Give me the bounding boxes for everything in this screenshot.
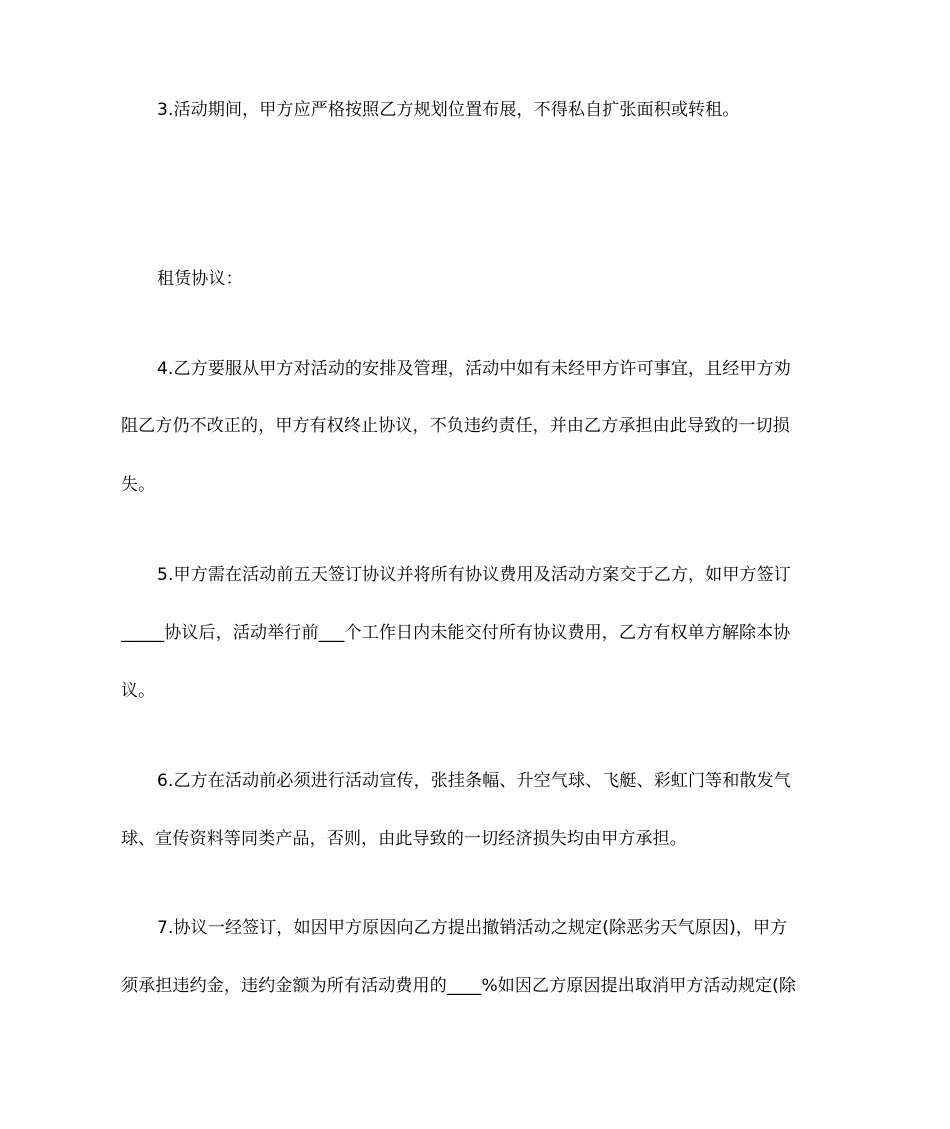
clause-4-line-1: 4.乙方要服从甲方对活动的安排及管理，活动中如有未经甲方许可事宜，且经甲方劝	[157, 359, 791, 379]
clause-6-line-2: 球、宣传资料等同类产品，否则，由此导致的一切经济损失均由甲方承担。	[121, 829, 687, 849]
clause-6-line-1: 6.乙方在活动前必须进行活动宣传，张挂条幅、升空气球、飞艇、彩虹门等和散发气	[157, 771, 791, 791]
clause-3-line-1: 3.活动期间，甲方应严格按照乙方规划位置布展，不得私自扩张面积或转租。	[157, 100, 740, 120]
clause-5-line-1: 5.甲方需在活动前五天签订协议并将所有协议费用及活动方案交于乙方，如甲方签订	[157, 565, 791, 585]
section-heading-lease-agreement: 租赁协议：	[157, 269, 243, 289]
clause-4-line-3: 失。	[121, 475, 156, 495]
clause-7-line-1: 7.协议一经签订，如因甲方原因向乙方提出撤销活动之规定(除恶劣天气原因)，甲方	[157, 918, 788, 938]
clause-4-line-2: 阻乙方仍不改正的，甲方有权终止协议，不负违约责任，并由乙方承担由此导致的一切损	[121, 416, 790, 436]
clause-5-line-2: _____协议后，活动举行前___个工作日内未能交付所有协议费用，乙方有权单方解除本协	[121, 623, 791, 643]
clause-7-line-2: 须承担违约金，违约金额为所有活动费用的____%如因乙方原因提出取消甲方活动规定(除	[121, 976, 797, 996]
clause-5-line-3: 议。	[121, 681, 156, 701]
